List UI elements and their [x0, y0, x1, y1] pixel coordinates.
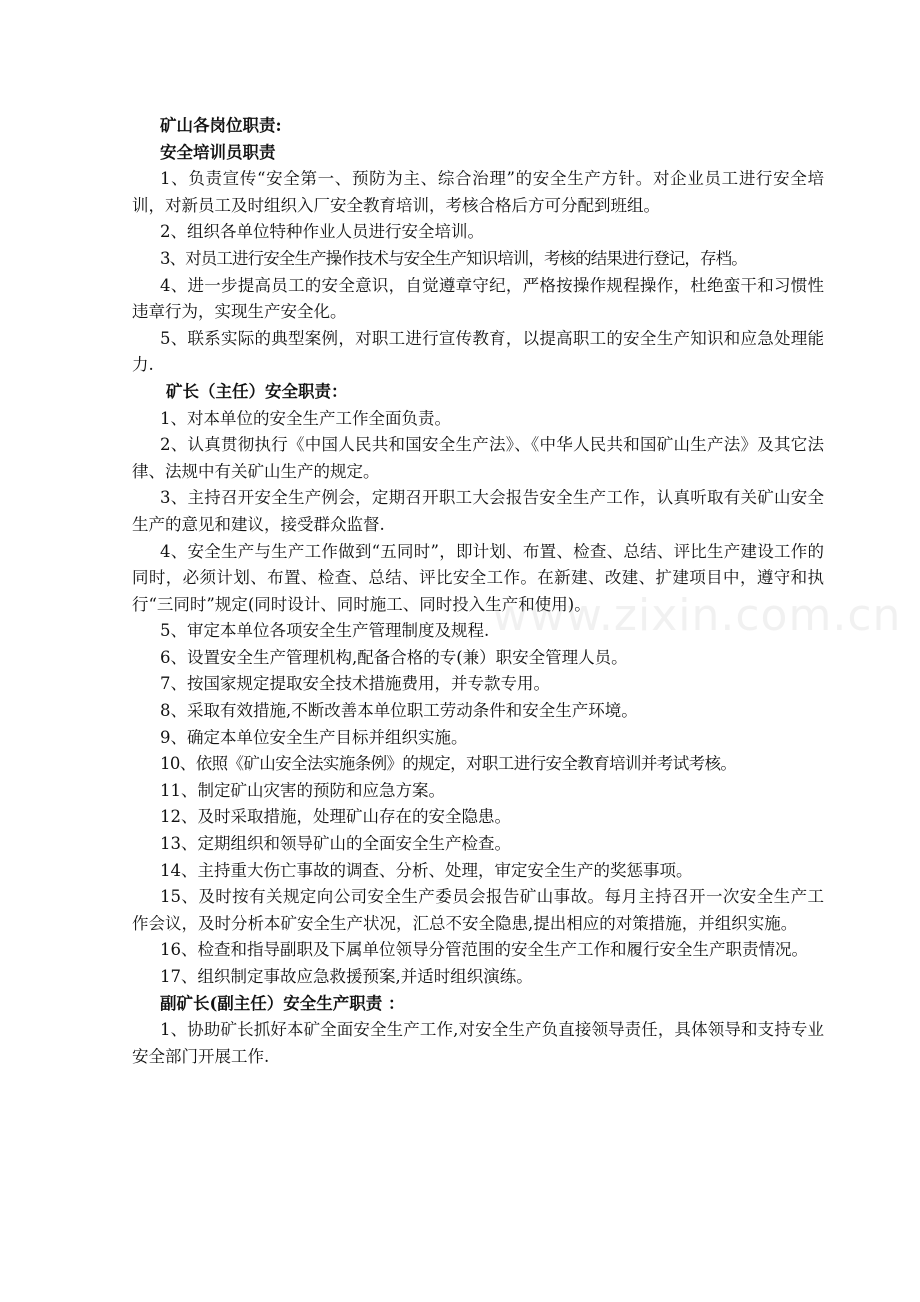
paragraph: 1、负责宣传“安全第一、预防为主、综合治理”的安全生产方针。对企业员工进行安全培训，对新员工及时组织入厂安全教育培训，考核合格后方可分配到班组。: [132, 169, 824, 215]
paragraph: 1、对本单位的安全生产工作全面负责。: [160, 408, 451, 428]
paragraph: 10、依照《矿山安全法实施条例》的规定，对职工进行安全教育培训并考试考核。: [160, 754, 737, 774]
paragraph: 1、协助矿长抓好本矿全面安全生产工作,对安全生产负直接领导责任，具体领导和支持专业安全部门开展工作.: [132, 1020, 824, 1066]
paragraph: 11、制定矿山灾害的预防和应急方案。: [160, 780, 445, 800]
section-heading-deputy-director: 副矿长(副主任）安全生产职责 ：: [160, 993, 405, 1013]
paragraph: 3、对员工进行安全生产操作技术与安全生产知识培训，考核的结果进行登记，存档。: [160, 248, 747, 268]
paragraph: 8、采取有效措施,不断改善本单位职工劳动条件和安全生产环境。: [160, 701, 638, 721]
paragraph: 3、主持召开安全生产例会，定期召开职工大会报告安全生产工作，认真听取有关矿山安全生产的意见和建议，接受群众监督.: [132, 488, 824, 534]
paragraph: 17、组织制定事故应急救援预案,并适时组织演练。: [160, 967, 533, 986]
paragraph: 5、审定本单位各项安全生产管理制度及规程.: [160, 621, 490, 641]
paragraph: 7、按国家规定提取安全技术措施费用，并专款专用。: [160, 674, 550, 694]
paragraph: 14、主持重大伤亡事故的调查、分析、处理，审定安全生产的奖惩事项。: [160, 860, 693, 880]
paragraph: 4、进一步提高员工的安全意识，自觉遵章守纪，严格按操作规程操作，杜绝蛮干和习惯性违章行为，实现生产安全化。: [132, 275, 824, 322]
paragraph: 15、及时按有关规定向公司安全生产委员会报告矿山事故。每月主持召开一次安全生产工作会议，及时分析本矿安全生产状况，汇总不安全隐患,提出相应的对策措施，并组织实施。: [132, 887, 824, 933]
paragraph: 2、组织各单位特种作业人员进行安全培训。: [160, 222, 484, 242]
document-body: [132, 113, 824, 1070]
paragraph: 6、设置安全生产管理机构,配备合格的专(兼）职安全管理人员。: [160, 647, 628, 667]
watermark: www.zixin.com.cn: [492, 590, 902, 641]
page-title: 矿山各岗位职责:: [160, 116, 282, 135]
paragraph: 5、联系实际的典型案例，对职工进行宣传教育，以提高职工的安全生产知识和应急处理能力.: [132, 328, 824, 375]
section-heading-safety-trainer: 安全培训员职责: [160, 142, 276, 162]
paragraph: 4、安全生产与生产工作做到“五同时”，即计划、布置、检查、总结、评比生产建设工作的同时，必须计划、布置、检查、总结、评比安全工作。在新建、改建、扩建项目中，遵守和执行“三同时”规定(同时设计、同时施工、同时投入生产和使用)。: [132, 541, 824, 614]
paragraph: 2、认真贯彻执行《中国人民共和国安全生产法》、《中华人民共和国矿山生产法》及其它法律、法规中有关矿山生产的规定。: [132, 435, 824, 481]
paragraph: 16、检查和指导副职及下属单位领导分管范围的安全生产工作和履行安全生产职责情况。: [160, 940, 808, 960]
paragraph: 13、定期组织和领导矿山的全面安全生产检查。: [160, 834, 511, 854]
paragraph: 9、确定本单位安全生产目标并组织实施。: [160, 727, 468, 747]
section-heading-mine-director: 矿长（主任）安全职责：: [166, 381, 348, 401]
paragraph: 12、及时采取措施，处理矿山存在的安全隐患。: [160, 807, 511, 827]
